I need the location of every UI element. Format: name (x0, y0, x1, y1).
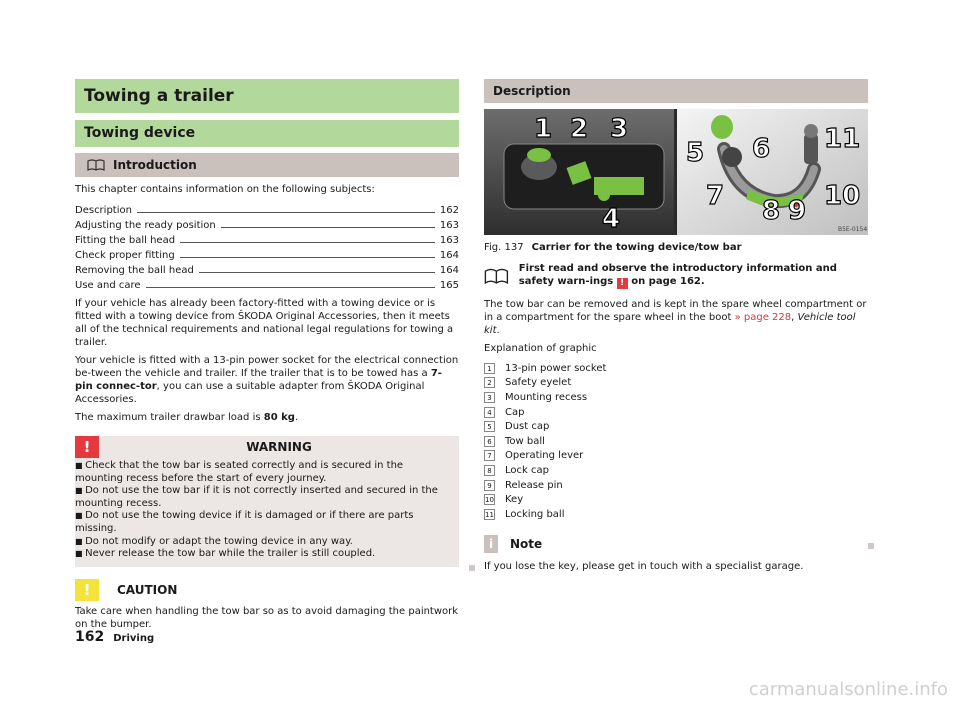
left-column (75, 79, 459, 631)
toc-page: 165 (439, 280, 459, 291)
page-number: 162 (75, 629, 105, 645)
caution-title: CAUTION (117, 582, 178, 597)
body-text: The tow bar can be removed and is kept in the spare wheel compartment or in a compartment for the spare wheel in the boot » page 228, Vehicle tool kit. (484, 299, 867, 336)
table-of-contents (75, 201, 459, 291)
toc-page: 163 (439, 235, 459, 246)
callout-11: 11 (824, 124, 861, 154)
toc-label: Use and care (75, 280, 141, 291)
note-title: Note (510, 536, 543, 551)
callout-1: 1 (534, 114, 553, 144)
toc-entry[interactable] (75, 231, 459, 246)
list-item: 7 Operating lever (484, 449, 868, 464)
end-marker-icon (469, 565, 475, 571)
toc-page: 164 (439, 265, 459, 276)
callout-10: 10 (824, 181, 861, 211)
warning-list (75, 460, 459, 561)
toc-entry[interactable] (75, 261, 459, 276)
list-item: 6 Tow ball (484, 434, 868, 449)
toc-label: Check proper fitting (75, 250, 175, 261)
figure-caption-text: Carrier for the towing device/tow bar (531, 242, 742, 253)
callout-2: 2 (570, 114, 589, 144)
book-icon (87, 159, 105, 171)
read-first-notice: First read and observe the introductory information and safety warn-ings ! on page 162. (484, 263, 868, 289)
open-book-icon (484, 263, 509, 289)
info-icon: i (484, 535, 498, 553)
section-title: Towing device (75, 120, 459, 147)
list-item: 10 Key (485, 494, 524, 506)
introduction-title: Introduction (113, 158, 197, 172)
callout-6: 6 (752, 134, 771, 164)
warning-item: ■ Never release the tow bar while the trailer is still coupled. (75, 548, 451, 561)
page-link[interactable]: » page 228 (734, 312, 792, 323)
toc-page: 163 (439, 220, 459, 231)
toc-entry[interactable] (75, 216, 459, 231)
list-item: 2 Safety eyelet (484, 376, 868, 391)
toc-label: Description (75, 205, 132, 216)
list-item: 9 Release pin (484, 478, 868, 493)
figure-number: Fig. 137 (484, 242, 524, 253)
page-footer (75, 629, 154, 645)
end-marker-icon (868, 543, 874, 549)
callout-3: 3 (610, 114, 629, 144)
footer-section: Driving (113, 633, 155, 644)
warning-box (75, 436, 459, 567)
warning-item: ■ Check that the tow bar is seated correctly and is secured in the mounting recess before the start of every journey. (75, 460, 451, 485)
toc-entry[interactable] (75, 276, 459, 291)
callout-5: 5 (686, 138, 705, 168)
right-column (484, 79, 868, 573)
explanation-list (484, 361, 868, 522)
list-item: 5 Dust cap (484, 419, 868, 434)
chapter-title: Towing a trailer (75, 79, 459, 113)
warning-item: ■ Do not modify or adapt the towing device in any way. (75, 536, 451, 549)
description-header: Description (484, 79, 868, 103)
list-item: 1 13-pin power socket (484, 361, 868, 376)
figure-code: B5E-0154 (838, 226, 868, 233)
note-text: If you lose the key, please get in touch with a specialist garage. (484, 560, 804, 572)
warning-exclamation-icon: ! (75, 436, 99, 458)
toc-page: 162 (439, 205, 459, 216)
list-item: 11 Locking ball (485, 508, 565, 520)
explanation-title: Explanation of graphic (484, 343, 597, 354)
caution-text: Take care when handling the tow bar so as to avoid damaging the paintwork on the bumper. (75, 605, 459, 630)
toc-entry[interactable] (75, 201, 459, 216)
paragraph: If your vehicle has already been factory-fitted with a towing device or is fitted with a towing device from ŠKODA Original Accessories, then it meets all of the technical requirements and national legal regulations for towing a trailer. (75, 298, 454, 348)
toc-label: Adjusting the ready position (75, 220, 216, 231)
callout-9: 9 (788, 196, 807, 226)
list-item: 4 Cap (484, 405, 868, 420)
warning-reference-icon: ! (617, 278, 628, 289)
paragraph: Your vehicle is fitted with a 13-pin power socket for the electrical connection be-tween the vehicle and trailer. If the trailer that is to be towed has a 7-pin connec-tor, you can use a suitable adapter from ŠKODA Original Accessories. (75, 355, 459, 405)
toc-label: Removing the ball head (75, 265, 194, 276)
watermark: carmanualsonline.info (748, 679, 948, 700)
callout-8: 8 (762, 196, 781, 226)
warning-title: WARNING (246, 440, 312, 454)
caution-box (75, 579, 459, 631)
towing-device-figure (484, 109, 868, 235)
toc-label: Fitting the ball head (75, 235, 176, 246)
list-item: 3 Mounting recess (484, 390, 868, 405)
figure-illustration (484, 109, 868, 235)
note-box (484, 534, 868, 573)
caution-exclamation-icon: ! (75, 579, 99, 601)
callout-4: 4 (602, 204, 621, 234)
intro-text: This chapter contains information on the following subjects: (75, 184, 375, 195)
warning-item: ■ Do not use the towing device if it is damaged or if there are parts missing. (75, 510, 451, 535)
callout-7: 7 (706, 181, 725, 211)
introduction-header (75, 153, 459, 177)
list-item: 8 Lock cap (484, 463, 868, 478)
toc-page: 164 (439, 250, 459, 261)
toc-entry[interactable] (75, 246, 459, 261)
warning-item: ■ Do not use the tow bar if it is not correctly inserted and secured in the mounting recess. (75, 485, 451, 510)
figure-caption (484, 242, 868, 253)
paragraph: The maximum trailer drawbar load is 80 kg. (75, 412, 299, 423)
